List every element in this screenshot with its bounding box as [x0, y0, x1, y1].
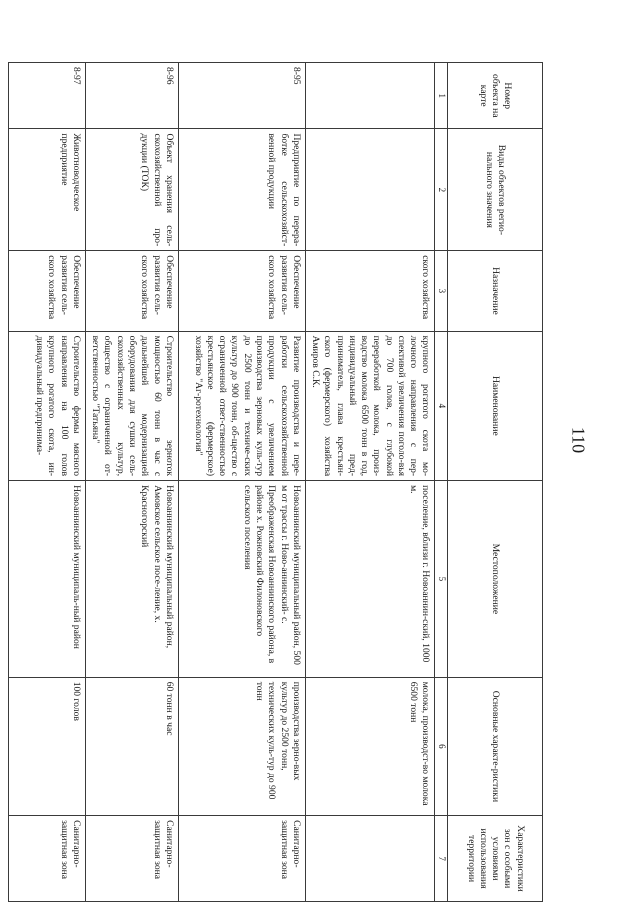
cell-zones: Санитарно-защитная зона [178, 816, 305, 902]
cell-zones: Санитарно-защитная зона [8, 816, 85, 902]
col-num-7: 7 [435, 816, 448, 902]
rotated-table-wrapper [34, 62, 543, 902]
cell-name: Строительство фермы мясного направления на 100 голов крупного рогатого скота, ин-дивидуальный предпринима- [8, 331, 85, 481]
cell-location: Новоаннинский муниципальный район, 500 м от трассы г. Ново-аннинский- с. Преображенская Новоаннинского района, в районе х. Рожновский Филоновского сельского поселения [178, 481, 305, 678]
cell-type: Объект хранения сель-скохозяйственной про-дукции (ТОК) [85, 129, 178, 251]
cell-zones: Санитарно-защитная зона [85, 816, 178, 902]
header-characteristics: Основные характе-ристики [448, 677, 543, 815]
cell-location: Новоаннинский муниципаль-ный район [8, 481, 85, 678]
cell-characteristics: молока, производст-во молока 6500 тонн [305, 677, 435, 815]
table-row [305, 63, 435, 902]
header-location: Местоположение [448, 481, 543, 678]
col-num-4: 4 [435, 331, 448, 481]
cell-num [305, 63, 435, 129]
cell-type [305, 129, 435, 251]
header-zones: Характеристики зон с особыми условиями использования территории [448, 816, 543, 902]
col-num-2: 2 [435, 129, 448, 251]
cell-characteristics: 100 голов [8, 677, 85, 815]
cell-purpose: Обеспечение развития сель-ского хозяйства [178, 251, 305, 331]
cell-name: Развитие производства и пере-работки сельскохозяйственной продукции с увеличением производства зерновых куль-тур до 2500 тонн и техниче-ских культур до 900 тонн, об-щество с ограниченной ответ-ственностью крестьянское (фермерское) хозяйство "Аг-ротехнология" [178, 331, 305, 481]
cell-zones [305, 816, 435, 902]
table-row [85, 63, 178, 902]
page-number: 110 [568, 426, 589, 454]
cell-characteristics: производства зерно-вых культур до 2500 тонн, технических куль-тур до 900 тонн [178, 677, 305, 815]
cell-purpose: ского хозяйства [305, 251, 435, 331]
cell-purpose: Обеспечение развития сель-ского хозяйства [8, 251, 85, 331]
col-num-6: 6 [435, 677, 448, 815]
cell-characteristics: 60 тонн в час [85, 677, 178, 815]
cell-type: Животноводческое предприятие [8, 129, 85, 251]
col-num-1: 1 [435, 63, 448, 129]
header-object-type: Виды объектов регио-нального значения [448, 129, 543, 251]
cell-location: поселение, вблизи г. Новоаннин-ский, 1000 м. [305, 481, 435, 678]
header-purpose: Назначение [448, 251, 543, 331]
cell-type: Предприятие по перера-ботке сельскохозяйст-венной продукции [178, 129, 305, 251]
table-row [178, 63, 305, 902]
objects-table [8, 62, 543, 902]
cell-num: 8-96 [85, 63, 178, 129]
table-header-row [448, 63, 543, 902]
header-number: Номер объекта на карте [448, 63, 543, 129]
cell-num: 8-97 [8, 63, 85, 129]
column-number-row [435, 63, 448, 902]
cell-name: Строительство зерноток мощностью 60 тонн в час с дальнейшей модернизацией оборудования для сушки сель-скохозяйственных культур, общество с ограниченной от-ветственностью "Татьяна" [85, 331, 178, 481]
cell-num: 8-95 [178, 63, 305, 129]
cell-name: крупного рогатого скота мо-лочного направления с пер-спективой увеличения поголо-вья до 700 голов, с глубокой переработкой молока, произ-водство молока 6500 тонн в год, индивидуальный пред-приниматель, глава крестьян-ского (фермерского) хозяйства Амиров С.К. [305, 331, 435, 481]
col-num-3: 3 [435, 251, 448, 331]
table-row [8, 63, 85, 902]
cell-purpose: Обеспечение развития сель-ского хозяйства [85, 251, 178, 331]
col-num-5: 5 [435, 481, 448, 678]
cell-location: Новоаннинский муниципальный район, Амовское сельское посе-ление, х. Красногорский [85, 481, 178, 678]
header-name: Наименование [448, 331, 543, 481]
